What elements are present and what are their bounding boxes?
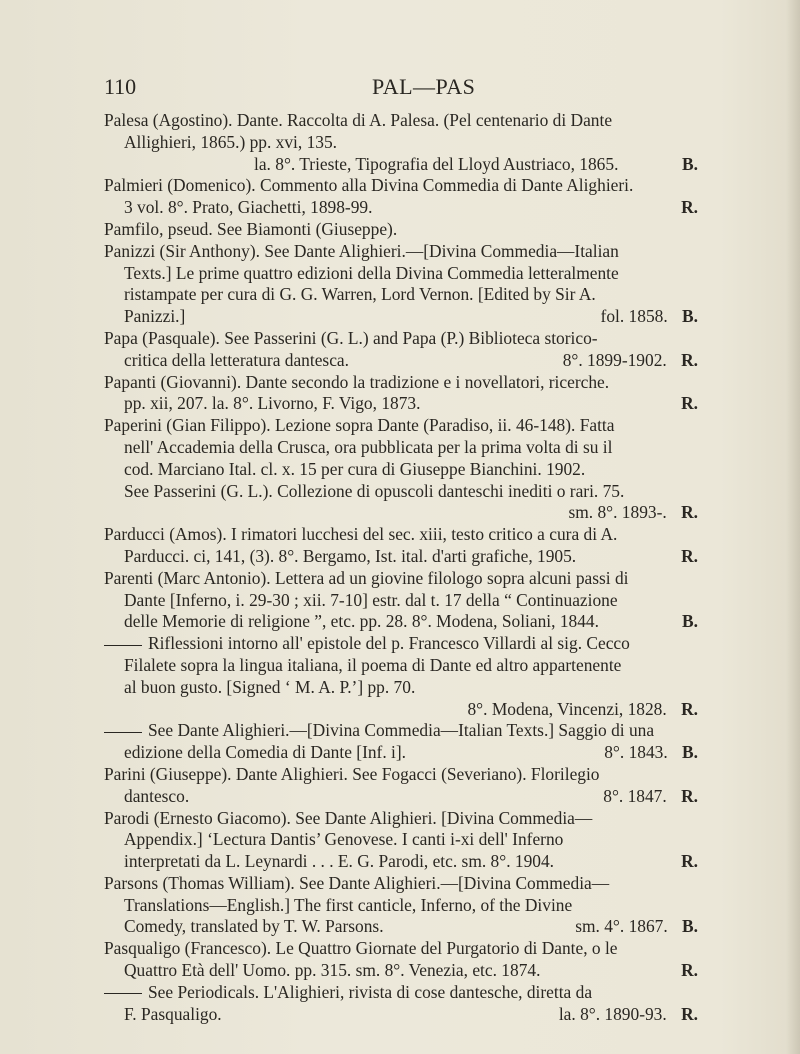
library-mark: R. (676, 502, 698, 523)
entry-text: ristampate per cura di G. G. Warren, Lord Vernon. [Edited by Sir A. (124, 284, 596, 305)
entry-line (104, 132, 698, 154)
library-mark: R. (676, 349, 698, 370)
entry-text: Filalete sopra la lingua italiana, il poema di Dante ed altro appartenente (124, 654, 622, 675)
page-edge-shadow (786, 0, 800, 1054)
entry-text: al buon gusto. [Signed ‘ M. A. P.’] pp. 70. (124, 676, 416, 697)
entry-line (104, 350, 698, 372)
entry-text: F. Pasqualigo. (124, 1003, 222, 1024)
entry-text: Quattro Età dell' Uomo. pp. 315. sm. 8°. Venezia, etc. 1874. (124, 960, 541, 981)
entry-line (104, 197, 698, 219)
entry-line (104, 284, 698, 306)
entry-imprint (563, 350, 698, 372)
library-mark: R. (681, 197, 698, 218)
running-head: PAL—PAS (372, 74, 476, 99)
entry-line (104, 263, 698, 285)
library-mark: R. (681, 393, 698, 414)
entry-text: Parodi (Ernesto Giacomo). See Dante Alighieri. [Divina Commedia— (104, 807, 593, 828)
entry-imprint (568, 502, 698, 524)
entry-text: Parsons (Thomas William). See Dante Alighieri.—[Divina Commedia— (104, 872, 610, 893)
entry-text: Riflessioni intorno all' epistole del p. Francesco Villardi al sig. Cecco (148, 633, 630, 654)
entry-text: Papanti (Giovanni). Dante secondo la tradizione e i novellatori, ricerche. (104, 371, 610, 392)
library-mark: B. (677, 916, 698, 937)
entry-line (104, 742, 698, 764)
library-mark: B. (682, 153, 698, 174)
entry-text: Allighieri, 1865.) pp. xvi, 135. (124, 131, 338, 152)
entry-line (104, 808, 698, 830)
entry-text: Texts.] Le prime quattro edizioni della Divina Commedia letteralmente (124, 262, 619, 283)
entry-line (104, 372, 698, 394)
catalogue-entries (104, 110, 698, 1025)
library-mark: B. (682, 611, 698, 632)
imprint-text: sm. 8°. 1893-. (568, 502, 667, 523)
entry-text: cod. Marciano Ital. cl. x. 15 per cura di Giuseppe Bianchini. 1902. (124, 458, 586, 479)
repeat-dash (104, 993, 142, 994)
entry-text: Panizzi (Sir Anthony). See Dante Alighieri.—[Divina Commedia—Italian (104, 240, 619, 261)
page-number: 110 (104, 74, 137, 99)
entry-text: edizione della Comedia di Dante [Inf. i]. (124, 742, 407, 763)
entry-imprint (467, 699, 698, 721)
entry-text: Palmieri (Domenico). Commento alla Divina Commedia di Dante Alighieri. (104, 175, 634, 196)
entry-line (104, 895, 698, 917)
entry-text: Parducci (Amos). I rimatori lucchesi del sec. xiii, testo critico a cura di A. (104, 524, 618, 545)
imprint-text: 8°. 1899-1902. (562, 349, 667, 370)
entry-text: See Periodicals. L'Alighieri, rivista di cose dantesche, diretta da (148, 981, 593, 1002)
entry-text: Pamfilo, pseud. See Biamonti (Giuseppe). (104, 218, 398, 239)
entry-line (104, 960, 698, 982)
entry-line (104, 611, 698, 633)
entry-imprint (671, 393, 698, 415)
entry-text: Parducci. ci, 141, (3). 8°. Bergamo, Ist. ital. d'arti grafiche, 1905. (124, 545, 577, 566)
imprint-text: fol. 1858. (600, 306, 668, 327)
entry-text: Papa (Pasquale). See Passerini (G. L.) and Papa (P.) Biblioteca storico- (104, 327, 598, 348)
entry-text: pp. xii, 207. la. 8°. Livorno, F. Vigo, 1873. (124, 393, 421, 414)
entry-text: Parini (Giuseppe). Dante Alighieri. See Fogacci (Severiano). Florilegio (104, 763, 600, 784)
entry-line (104, 633, 698, 655)
entry-text: critica della letteratura dantesca. (124, 349, 349, 370)
entry-line (104, 481, 698, 503)
page-header (104, 72, 684, 106)
entry-line (104, 241, 698, 263)
entry-line (104, 851, 698, 873)
entry-line (104, 568, 698, 590)
entry-imprint (672, 154, 698, 176)
repeat-dash (104, 645, 142, 646)
library-mark: R. (676, 785, 698, 806)
imprint-text: 8°. Modena, Vincenzi, 1828. (467, 698, 667, 719)
entry-text: Panizzi.] (124, 306, 186, 327)
entry-line (104, 110, 698, 132)
entry-text: Palesa (Agostino). Dante. Raccolta di A. Palesa. (Pel centenario di Dante (104, 110, 613, 130)
entry-text: delle Memorie di religione ”, etc. pp. 28. 8°. Modena, Soliani, 1844. (124, 611, 599, 632)
imprint-text: sm. 4°. 1867. (575, 916, 668, 937)
entry-text: Comedy, translated by T. W. Parsons. (124, 916, 384, 937)
entry-line (104, 502, 698, 524)
entry-line (104, 175, 698, 197)
imprint-text: 8°. 1843. (604, 742, 668, 763)
entry-text: nell' Accademia della Crusca, ora pubblicata per la prima volta di su il (124, 436, 613, 457)
entry-text: See Passerini (G. L.). Collezione di opuscoli danteschi inediti o rari. 75. (124, 480, 625, 501)
library-mark: R. (681, 545, 698, 566)
entry-imprint (672, 611, 698, 633)
entry-imprint (604, 742, 698, 764)
entry-line (104, 655, 698, 677)
entry-line (104, 677, 698, 699)
imprint-text: 8°. 1847. (603, 785, 667, 806)
entry-line (104, 916, 698, 938)
entry-line (104, 154, 698, 176)
entry-imprint (575, 916, 698, 938)
entry-text: Paperini (Gian Filippo). Lezione sopra Dante (Paradiso, ii. 46-148). Fatta (104, 415, 615, 436)
entry-text: interpretati da L. Leynardi . . . E. G. Parodi, etc. sm. 8°. 1904. (124, 851, 555, 872)
entry-line (104, 459, 698, 481)
repeat-dash (104, 732, 142, 733)
entry-text: 3 vol. 8°. Prato, Giachetti, 1898-99. (124, 197, 373, 218)
entry-imprint (671, 546, 698, 568)
entry-line (104, 720, 698, 742)
entry-line (104, 590, 698, 612)
entry-line (104, 306, 698, 328)
entry-line (104, 415, 698, 437)
entry-text: Appendix.] ‘Lectura Dantis’ Genovese. I canti i-xi dell' Inferno (124, 829, 564, 850)
entry-text: Translations—English.] The first canticle, Inferno, of the Divine (124, 894, 573, 915)
entry-line (104, 829, 698, 851)
entry-line (104, 873, 698, 895)
entry-text: dantesco. (124, 785, 190, 806)
imprint-text: la. 8°. 1890-93. (558, 1003, 667, 1024)
entry-line (104, 982, 698, 1004)
entry-line (104, 1004, 698, 1026)
entry-line (104, 786, 698, 808)
library-mark: B. (677, 306, 698, 327)
library-mark: R. (681, 960, 698, 981)
entry-imprint (671, 851, 698, 873)
entry-text: Dante [Inferno, i. 29-30 ; xii. 7-10] estr. dal t. 17 della “ Continuazione (124, 589, 618, 610)
entry-imprint (671, 197, 698, 219)
entry-text: Pasqualigo (Francesco). Le Quattro Giornate del Purgatorio di Dante, o le (104, 938, 618, 959)
entry-line (104, 938, 698, 960)
entry-line (104, 699, 698, 721)
entry-text: See Dante Alighieri.—[Divina Commedia—Italian Texts.] Saggio di una (148, 720, 655, 741)
library-mark: R. (681, 851, 698, 872)
entry-imprint (559, 1004, 698, 1026)
entry-line (104, 437, 698, 459)
library-mark: R. (676, 698, 698, 719)
entry-line (104, 546, 698, 568)
entry-line (104, 393, 698, 415)
entry-text: Parenti (Marc Antonio). Lettera ad un giovine filologo sopra alcuni passi di (104, 567, 629, 588)
entry-imprint (671, 960, 698, 982)
entry-text: la. 8°. Trieste, Tipografia del Lloyd Austriaco, 1865. (254, 153, 619, 174)
library-mark: R. (676, 1003, 698, 1024)
entry-imprint (601, 306, 698, 328)
entry-line (104, 328, 698, 350)
library-mark: B. (677, 742, 698, 763)
entry-line (104, 524, 698, 546)
entry-line (104, 764, 698, 786)
entry-line (104, 219, 698, 241)
entry-imprint (603, 786, 698, 808)
